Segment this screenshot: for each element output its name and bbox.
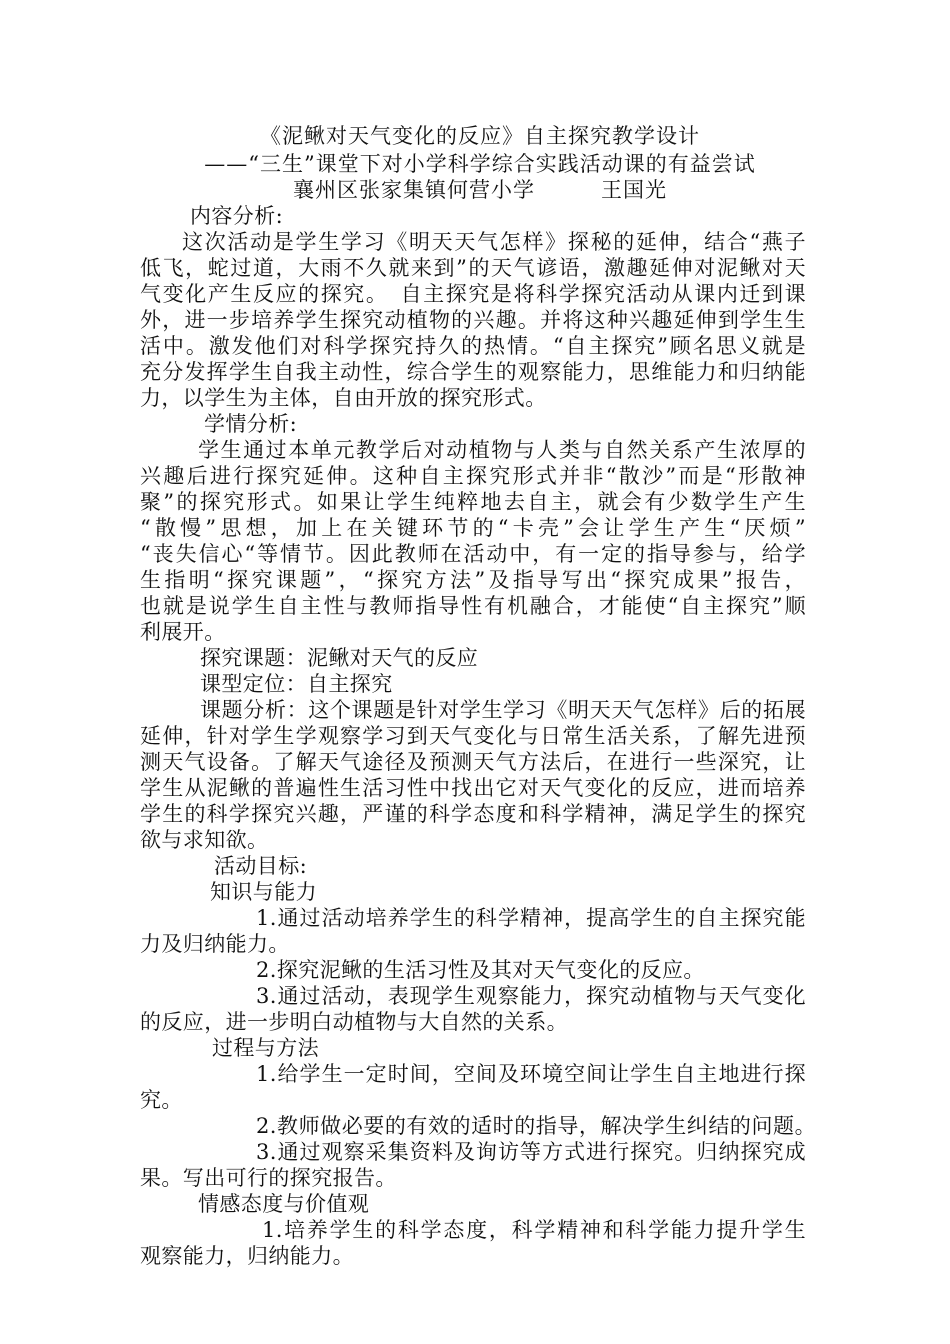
body-line: 外，进一步培养学生探究动植物的兴趣。并将这种兴趣延伸到学生生 [140,308,806,332]
list-item: 1.通过活动培养学生的科学精神，提高学生的自主探究能 [256,906,806,930]
section-heading: 学情分析: [204,412,298,436]
list-item: 观察能力，归纳能力。 [140,1244,354,1268]
list-item: 3.通过观察采集资料及询访等方式进行探究。归纳探究成 [256,1140,806,1164]
body-line: 延伸，针对学生学观察学习到天气变化与日常生活关系，了解先进预 [140,724,806,748]
body-line: 学生通过本单元教学后对动植物与人类与自然关系产生浓厚的 [198,438,806,462]
body-line: “散慢”思想，加上在关键环节的“卡壳”会让学生产生“厌烦” [140,516,806,540]
list-item: 究。 [140,1088,183,1112]
body-line: 低飞，蛇过道，大雨不久就来到”的天气谚语，激趣延伸对泥鳅对天 [140,256,806,280]
list-item: 的反应，进一步明白动植物与大自然的关系。 [140,1010,568,1034]
body-line: 课题分析：这个课题是针对学生学习《明天天气怎样》后的拓展 [200,698,806,722]
list-item: 2.探究泥鳅的生活习性及其对天气变化的反应。 [256,958,705,982]
body-line: 生指明“探究课题”，“探究方法”及指导写出“探究成果”报告， [140,568,806,592]
section-heading: 活动目标: [214,854,308,878]
list-item: 2.教师做必要的有效的适时的指导，解决学生纠结的问题。 [256,1114,816,1138]
lesson-type-line: 课型定位：自主探究 [200,672,393,696]
body-line: 学生从泥鳅的普遍性生活习性中找出它对天气变化的反应，进而培养 [140,776,806,800]
body-line: 力，以学生为主体，自由开放的探究形式。 [140,386,547,410]
body-line: 利展开。 [140,620,226,644]
body-line: “丧失信心“等情节。因此教师在活动中，有一定的指导参与，给学 [140,542,806,566]
subsection-heading: 知识与能力 [210,880,317,904]
topic-line: 探究课题：泥鳅对天气的反应 [200,646,479,670]
body-line: 气变化产生反应的探究。 自主探究是将科学探究活动从课内迁到课 [140,282,806,306]
author-line: 襄州区张家集镇何营小学 王国光 [293,178,667,202]
document-subtitle: ——“三生”课堂下对小学科学综合实践活动课的有益尝试 [204,152,756,176]
body-line: 兴趣后进行探究延伸。这种自主探究形式并非“散沙”而是“形散神 [140,464,806,488]
list-item: 1.培养学生的科学态度，科学精神和科学能力提升学生 [262,1218,806,1242]
list-item: 力及归纳能力。 [140,932,290,956]
list-item: 果。写出可行的探究报告。 [140,1166,397,1190]
body-line: 欲与求知欲。 [140,828,269,852]
subsection-heading: 过程与方法 [212,1036,319,1060]
body-line: 充分发挥学生自我主动性，综合学生的观察能力，思维能力和归纳能 [140,360,806,384]
subsection-heading: 情感态度与价值观 [198,1192,370,1216]
list-item: 3.通过活动，表现学生观察能力，探究动植物与天气变化 [256,984,806,1008]
document-title: 《泥鳅对天气变化的反应》自主探究教学设计 [260,124,700,148]
body-line: 这次活动是学生学习《明天天气怎样》探秘的延伸，结合“燕子 [182,230,806,254]
list-item: 1.给学生一定时间，空间及环境空间让学生自主地进行探 [256,1062,806,1086]
body-line: 活中。激发他们对科学探究持久的热情。“自主探究”顾名思义就是 [140,334,806,358]
body-line: 聚”的探究形式。如果让学生纯粹地去自主，就会有少数学生产生 [140,490,806,514]
body-line: 学生的科学探究兴趣，严谨的科学态度和科学精神，满足学生的探究 [140,802,806,826]
section-heading: 内容分析: [190,204,284,228]
body-line: 也就是说学生自主性与教师指导性有机融合，才能使“自主探究”顺 [140,594,806,618]
body-line: 测天气设备。了解天气途径及预测天气方法后，在进行一些深究，让 [140,750,806,774]
